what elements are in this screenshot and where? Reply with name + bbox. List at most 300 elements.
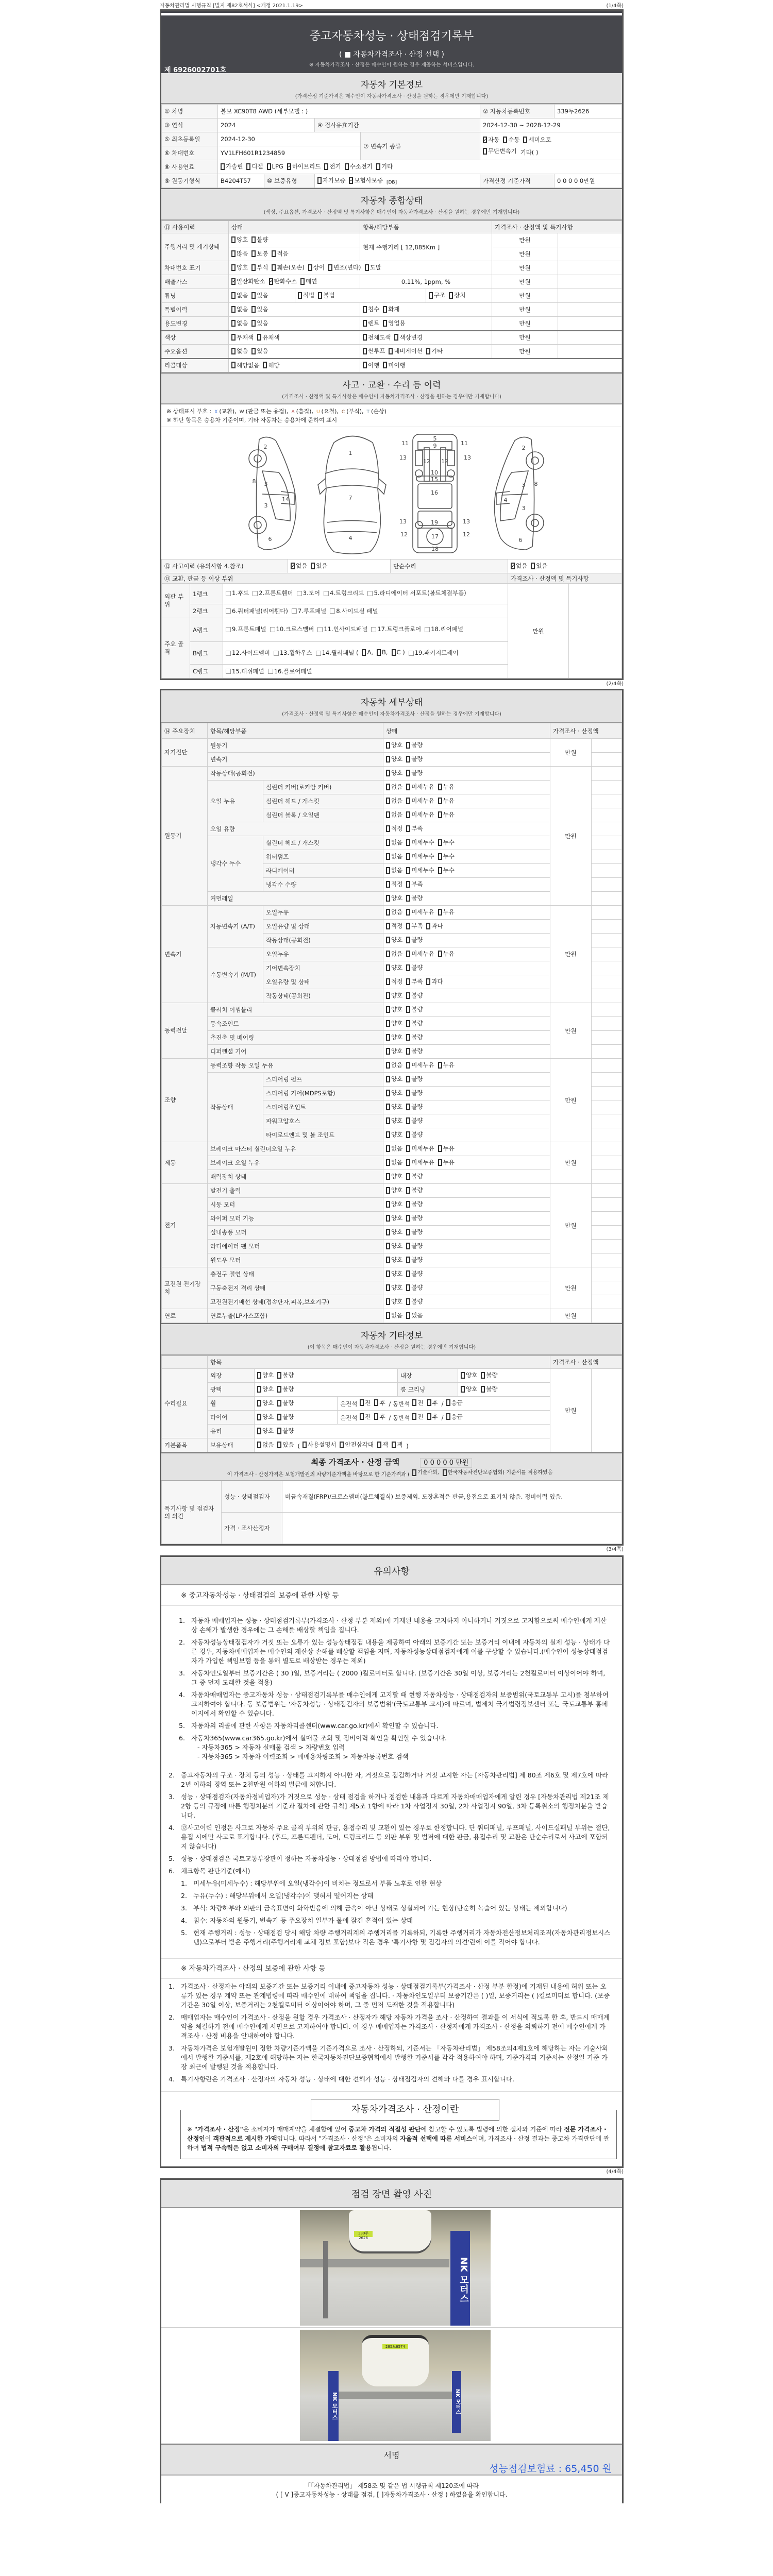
checkbox-option[interactable] bbox=[406, 908, 434, 916]
checkbox-icon[interactable] bbox=[449, 292, 453, 299]
checkbox-option[interactable] bbox=[461, 1371, 477, 1379]
checkbox-icon[interactable] bbox=[268, 669, 273, 674]
checkbox-option[interactable] bbox=[438, 908, 455, 916]
checkbox-icon[interactable] bbox=[406, 1062, 410, 1069]
checkbox-option[interactable] bbox=[481, 1371, 497, 1379]
price-note[interactable] bbox=[592, 1184, 622, 1198]
checkbox-icon[interactable] bbox=[360, 1413, 364, 1420]
checkbox-option[interactable] bbox=[406, 866, 434, 874]
checkbox-icon[interactable] bbox=[367, 591, 373, 596]
price-note[interactable] bbox=[592, 781, 622, 794]
checkbox-icon[interactable] bbox=[426, 923, 430, 929]
checkbox-icon[interactable] bbox=[406, 1117, 410, 1124]
checkbox-option[interactable] bbox=[386, 1283, 402, 1292]
price-note[interactable] bbox=[592, 947, 622, 961]
checkbox-icon[interactable] bbox=[231, 292, 236, 299]
checkbox-icon[interactable] bbox=[406, 1243, 410, 1249]
price-note[interactable] bbox=[592, 1226, 622, 1240]
checkbox-option[interactable] bbox=[406, 1005, 423, 1013]
checkbox-option[interactable] bbox=[446, 1399, 463, 1407]
checkbox-icon[interactable] bbox=[345, 163, 349, 170]
checkbox-option[interactable] bbox=[267, 163, 283, 170]
checkbox-option[interactable] bbox=[406, 1186, 423, 1194]
checkbox-checked-icon[interactable] bbox=[483, 137, 487, 143]
checkbox-icon[interactable] bbox=[406, 1020, 410, 1027]
checkbox-option[interactable] bbox=[287, 162, 321, 171]
checkbox-option[interactable] bbox=[300, 277, 317, 285]
checkbox-icon[interactable] bbox=[272, 264, 276, 271]
price-note[interactable] bbox=[558, 289, 622, 303]
checkbox-option[interactable] bbox=[386, 741, 402, 749]
checkbox-option[interactable] bbox=[308, 263, 325, 272]
checkbox-option[interactable] bbox=[406, 783, 434, 791]
checkbox-icon[interactable] bbox=[274, 651, 279, 656]
checkbox-icon[interactable] bbox=[406, 1187, 410, 1194]
checkbox-option[interactable] bbox=[257, 1371, 274, 1379]
checkbox-option[interactable] bbox=[231, 263, 248, 272]
price-note[interactable] bbox=[592, 1295, 622, 1309]
checkbox-icon[interactable] bbox=[386, 1048, 390, 1055]
checkbox-option[interactable] bbox=[221, 162, 243, 171]
checkbox-option[interactable] bbox=[438, 950, 455, 958]
checkbox-icon[interactable] bbox=[267, 163, 271, 170]
checkbox-option[interactable] bbox=[386, 991, 402, 999]
checkbox-icon[interactable] bbox=[377, 1442, 381, 1448]
checkbox-option[interactable] bbox=[386, 1116, 402, 1125]
checkbox-option[interactable] bbox=[438, 852, 455, 860]
checkbox-option[interactable] bbox=[443, 1469, 552, 1476]
checkbox-icon[interactable] bbox=[303, 1442, 307, 1448]
checkbox-option[interactable] bbox=[438, 1144, 455, 1153]
checkbox-option[interactable] bbox=[394, 333, 422, 342]
checkbox-option[interactable] bbox=[427, 1399, 438, 1407]
checkbox-icon[interactable] bbox=[406, 978, 410, 985]
checkbox-icon[interactable] bbox=[226, 669, 231, 674]
checkbox-option[interactable] bbox=[406, 950, 434, 958]
checkbox-icon[interactable] bbox=[531, 563, 535, 569]
checkbox-option[interactable] bbox=[406, 1269, 423, 1278]
checkbox-icon[interactable] bbox=[386, 1117, 390, 1124]
checkbox-option[interactable] bbox=[386, 1186, 402, 1194]
checkbox-option[interactable] bbox=[531, 562, 547, 570]
checkbox-icon[interactable] bbox=[386, 923, 390, 929]
price-note[interactable] bbox=[592, 1128, 622, 1142]
checkbox-option[interactable] bbox=[231, 291, 248, 299]
checkbox-icon[interactable] bbox=[406, 895, 410, 902]
price-note[interactable] bbox=[592, 920, 622, 934]
price-note[interactable] bbox=[592, 1114, 622, 1128]
checkbox-option[interactable] bbox=[406, 769, 423, 777]
price-note[interactable] bbox=[592, 1253, 622, 1267]
checkbox-option[interactable] bbox=[386, 852, 402, 860]
checkbox-icon[interactable] bbox=[406, 1257, 410, 1263]
checkbox-icon[interactable] bbox=[446, 1413, 450, 1420]
checkbox-option[interactable] bbox=[272, 263, 304, 272]
checkbox-option[interactable] bbox=[340, 1440, 374, 1449]
checkbox-option[interactable] bbox=[386, 866, 402, 874]
checkbox-icon[interactable] bbox=[406, 1145, 410, 1152]
checkbox-icon[interactable] bbox=[386, 1229, 390, 1235]
checkbox-option[interactable] bbox=[406, 1172, 423, 1180]
checkbox-icon[interactable] bbox=[386, 964, 390, 971]
checkbox-icon[interactable] bbox=[438, 1159, 442, 1166]
checkbox-option[interactable] bbox=[427, 1413, 438, 1421]
checkbox-icon[interactable] bbox=[406, 742, 410, 749]
checkbox-icon[interactable] bbox=[226, 651, 231, 656]
checkbox-checked-icon[interactable] bbox=[511, 563, 515, 569]
checkbox-icon[interactable] bbox=[300, 278, 305, 285]
checkbox-icon[interactable] bbox=[253, 591, 258, 596]
checkbox-icon[interactable] bbox=[360, 1399, 364, 1406]
checkbox-icon[interactable] bbox=[392, 649, 396, 656]
checkbox-option[interactable] bbox=[246, 162, 263, 171]
checkbox-icon[interactable] bbox=[386, 1131, 390, 1138]
price-note[interactable] bbox=[592, 1087, 622, 1100]
checkbox-icon[interactable] bbox=[406, 964, 410, 971]
checkbox-option[interactable] bbox=[231, 319, 248, 327]
checkbox-icon[interactable] bbox=[438, 853, 442, 860]
checkbox-icon[interactable] bbox=[406, 1048, 410, 1055]
checkbox-option[interactable] bbox=[406, 1116, 423, 1125]
price-note[interactable] bbox=[558, 303, 622, 317]
checkbox-option[interactable] bbox=[386, 824, 402, 833]
price-note[interactable] bbox=[569, 584, 622, 679]
checkbox-option[interactable] bbox=[386, 1047, 402, 1055]
checkbox-icon[interactable] bbox=[406, 992, 410, 999]
checkbox-icon[interactable] bbox=[406, 811, 410, 818]
checkbox-icon[interactable] bbox=[377, 649, 381, 656]
checkbox-icon[interactable] bbox=[386, 1270, 390, 1277]
checkbox-option[interactable] bbox=[386, 1033, 402, 1041]
checkbox-option[interactable] bbox=[426, 922, 443, 930]
checkbox-option[interactable] bbox=[360, 1413, 371, 1421]
price-note[interactable] bbox=[592, 961, 622, 975]
price-note[interactable] bbox=[592, 1309, 622, 1323]
checkbox-option[interactable] bbox=[263, 361, 279, 369]
checkbox-icon[interactable] bbox=[438, 951, 442, 957]
price-note[interactable] bbox=[592, 864, 622, 878]
price-note[interactable] bbox=[592, 753, 622, 767]
checkbox-icon[interactable] bbox=[406, 1298, 410, 1305]
price-note[interactable] bbox=[558, 247, 622, 261]
checkbox-icon[interactable] bbox=[503, 137, 507, 143]
checkbox-option[interactable] bbox=[328, 263, 361, 272]
checkbox-option[interactable] bbox=[392, 649, 405, 656]
price-note[interactable] bbox=[558, 317, 622, 331]
checkbox-icon[interactable] bbox=[257, 1400, 261, 1406]
checkbox-icon[interactable] bbox=[317, 627, 323, 632]
checkbox-option[interactable] bbox=[324, 589, 364, 597]
checkbox-icon[interactable] bbox=[406, 1076, 410, 1082]
checkbox-option[interactable] bbox=[374, 1413, 385, 1421]
checkbox-icon[interactable] bbox=[406, 1159, 410, 1166]
inspection-photo-rear[interactable] bbox=[300, 2330, 491, 2441]
checkbox-option[interactable] bbox=[386, 783, 402, 791]
checkbox-option[interactable] bbox=[383, 319, 405, 327]
price-note[interactable] bbox=[558, 275, 622, 289]
checkbox-icon[interactable] bbox=[386, 1201, 390, 1208]
checkbox-option[interactable] bbox=[318, 291, 334, 299]
checkbox-option[interactable] bbox=[386, 769, 402, 777]
checkbox-icon[interactable] bbox=[257, 1372, 261, 1379]
checkbox-icon[interactable] bbox=[231, 348, 236, 354]
checkbox-icon[interactable] bbox=[386, 1284, 390, 1291]
checkbox-option[interactable] bbox=[277, 1399, 294, 1407]
price-note[interactable] bbox=[592, 1240, 622, 1253]
checkbox-icon[interactable] bbox=[386, 978, 390, 985]
checkbox-icon[interactable] bbox=[406, 770, 410, 776]
checkbox-option[interactable] bbox=[426, 347, 443, 355]
checkbox-option[interactable] bbox=[277, 1427, 294, 1435]
checkbox-icon[interactable] bbox=[308, 264, 312, 271]
checkbox-icon[interactable] bbox=[406, 1201, 410, 1208]
price-note[interactable] bbox=[592, 1267, 622, 1281]
checkbox-option[interactable] bbox=[449, 291, 465, 299]
checkbox-option[interactable] bbox=[406, 922, 423, 930]
checkbox-option[interactable] bbox=[406, 880, 423, 888]
checkbox-option[interactable] bbox=[257, 1385, 274, 1393]
checkbox-icon[interactable] bbox=[386, 756, 390, 762]
checkbox-icon[interactable] bbox=[386, 937, 390, 943]
checkbox-option[interactable] bbox=[226, 667, 264, 675]
checkbox-icon[interactable] bbox=[277, 1400, 281, 1406]
checkbox-icon[interactable] bbox=[481, 1372, 485, 1379]
checkbox-icon[interactable] bbox=[481, 1386, 485, 1393]
checkbox-option[interactable] bbox=[386, 1200, 402, 1208]
checkbox-option[interactable] bbox=[386, 977, 402, 986]
checkbox-option[interactable] bbox=[386, 894, 402, 902]
checkbox-icon[interactable] bbox=[231, 334, 236, 341]
checkbox-icon[interactable] bbox=[406, 1173, 410, 1180]
checkbox-icon[interactable] bbox=[374, 1399, 378, 1406]
checkbox-icon[interactable] bbox=[374, 1413, 378, 1420]
checkbox-icon[interactable] bbox=[409, 651, 414, 656]
checkbox-icon[interactable] bbox=[363, 334, 367, 341]
checkbox-icon[interactable] bbox=[438, 784, 442, 790]
checkbox-option[interactable] bbox=[386, 1061, 402, 1069]
checkbox-option[interactable] bbox=[386, 755, 402, 763]
price-note[interactable] bbox=[592, 1142, 622, 1156]
checkbox-option[interactable] bbox=[412, 1413, 423, 1421]
checkbox-icon[interactable] bbox=[383, 320, 387, 327]
checkbox-option[interactable] bbox=[446, 1413, 463, 1421]
checkbox-option[interactable] bbox=[386, 1005, 402, 1013]
price-note[interactable] bbox=[592, 975, 622, 989]
checkbox-option[interactable] bbox=[438, 783, 455, 791]
checkbox-option[interactable] bbox=[231, 235, 248, 244]
price-note[interactable] bbox=[592, 767, 622, 781]
checkbox-option[interactable] bbox=[251, 263, 268, 272]
checkbox-option[interactable] bbox=[277, 1385, 294, 1393]
checkbox-icon[interactable] bbox=[330, 608, 335, 614]
checkbox-icon[interactable] bbox=[406, 1270, 410, 1277]
checkbox-option[interactable] bbox=[363, 333, 391, 342]
checkbox-icon[interactable] bbox=[406, 937, 410, 943]
checkbox-option[interactable] bbox=[303, 1440, 337, 1449]
checkbox-option[interactable] bbox=[386, 1130, 402, 1139]
checkbox-icon[interactable] bbox=[257, 1414, 261, 1420]
checkbox-option[interactable] bbox=[231, 347, 248, 355]
checkbox-option[interactable] bbox=[386, 936, 402, 944]
checkbox-option[interactable] bbox=[406, 1297, 423, 1306]
checkbox-option[interactable] bbox=[292, 607, 326, 615]
checkbox-option[interactable] bbox=[438, 1158, 455, 1166]
checkbox-icon[interactable] bbox=[226, 591, 231, 596]
price-note[interactable] bbox=[592, 1045, 622, 1059]
checkbox-option[interactable] bbox=[429, 291, 445, 299]
checkbox-option[interactable] bbox=[365, 263, 381, 272]
checkbox-option[interactable] bbox=[461, 1385, 477, 1393]
price-note[interactable] bbox=[592, 1003, 622, 1017]
checkbox-icon[interactable] bbox=[328, 264, 332, 271]
checkbox-option[interactable] bbox=[406, 796, 434, 805]
checkbox-icon[interactable] bbox=[438, 811, 442, 818]
checkbox-option[interactable] bbox=[277, 1440, 294, 1449]
price-note[interactable] bbox=[558, 233, 622, 247]
checkbox-option[interactable] bbox=[272, 249, 288, 258]
checkbox-icon[interactable] bbox=[386, 825, 390, 832]
checkbox-option[interactable] bbox=[438, 838, 455, 846]
checkbox-option[interactable] bbox=[377, 649, 388, 656]
checkbox-icon[interactable] bbox=[376, 163, 380, 170]
checkbox-icon[interactable] bbox=[426, 348, 430, 354]
checkbox-icon[interactable] bbox=[406, 1312, 410, 1319]
checkbox-icon[interactable] bbox=[257, 334, 261, 341]
checkbox-icon[interactable] bbox=[426, 978, 430, 985]
checkbox-icon[interactable] bbox=[461, 1386, 465, 1393]
checkbox-icon[interactable] bbox=[263, 362, 267, 368]
checkbox-icon[interactable] bbox=[446, 1399, 450, 1406]
checkbox-option[interactable] bbox=[406, 1019, 423, 1027]
checkbox-option[interactable] bbox=[412, 1399, 423, 1407]
checkbox-option[interactable] bbox=[426, 977, 443, 986]
checkbox-option[interactable] bbox=[406, 1242, 423, 1250]
checkbox-icon[interactable] bbox=[386, 742, 390, 749]
checkbox-option[interactable] bbox=[386, 1089, 402, 1097]
checkbox-icon[interactable] bbox=[221, 163, 225, 170]
checkbox-option[interactable] bbox=[406, 1256, 423, 1264]
checkbox-option[interactable] bbox=[274, 649, 312, 657]
checkbox-icon[interactable] bbox=[292, 608, 297, 614]
checkbox-icon[interactable] bbox=[429, 292, 433, 299]
checkbox-icon[interactable] bbox=[298, 292, 302, 299]
checkbox-option[interactable] bbox=[406, 741, 423, 749]
checkbox-icon[interactable] bbox=[363, 348, 367, 354]
checkbox-option[interactable] bbox=[406, 1047, 423, 1055]
checkbox-option[interactable] bbox=[363, 305, 379, 313]
checkbox-option[interactable] bbox=[383, 305, 399, 313]
checkbox-icon[interactable] bbox=[324, 591, 329, 596]
checkbox-option[interactable] bbox=[386, 1228, 402, 1236]
checkbox-option[interactable] bbox=[386, 1311, 402, 1319]
checkbox-option[interactable] bbox=[406, 991, 423, 999]
checkbox-option[interactable] bbox=[386, 908, 402, 916]
checkbox-icon[interactable] bbox=[386, 1020, 390, 1027]
checkbox-option[interactable] bbox=[438, 1061, 455, 1069]
checkbox-icon[interactable] bbox=[257, 1428, 261, 1434]
checkbox-icon[interactable] bbox=[386, 992, 390, 999]
checkbox-icon[interactable] bbox=[386, 1104, 390, 1110]
checkbox-icon[interactable] bbox=[386, 1006, 390, 1013]
checkbox-icon[interactable] bbox=[386, 853, 390, 860]
checkbox-option[interactable] bbox=[386, 1256, 402, 1264]
checkbox-icon[interactable] bbox=[438, 839, 442, 846]
price-note[interactable] bbox=[592, 1156, 622, 1170]
checkbox-option[interactable] bbox=[438, 866, 455, 874]
checkbox-option[interactable] bbox=[406, 1228, 423, 1236]
checkbox-icon[interactable] bbox=[257, 1386, 261, 1393]
checkbox-icon[interactable] bbox=[461, 1372, 465, 1379]
checkbox-icon[interactable] bbox=[340, 1442, 344, 1448]
checkbox-option[interactable] bbox=[360, 1399, 371, 1407]
checkbox-icon[interactable] bbox=[251, 250, 256, 257]
checkbox-icon[interactable] bbox=[251, 292, 256, 299]
checkbox-icon[interactable] bbox=[226, 627, 231, 632]
checkbox-checked-icon[interactable] bbox=[231, 278, 236, 285]
checkbox-option[interactable] bbox=[251, 319, 268, 327]
checkbox-icon[interactable] bbox=[386, 1076, 390, 1082]
checkbox-option[interactable] bbox=[374, 1399, 385, 1407]
checkbox-icon[interactable] bbox=[231, 362, 236, 368]
checkbox-option[interactable] bbox=[277, 1413, 294, 1421]
price-note[interactable] bbox=[592, 1198, 622, 1212]
checkbox-option[interactable] bbox=[386, 838, 402, 846]
inspection-photo-front[interactable] bbox=[300, 2210, 491, 2326]
checkbox-option[interactable] bbox=[386, 880, 402, 888]
checkbox-icon[interactable] bbox=[324, 163, 328, 170]
checkbox-icon[interactable] bbox=[231, 264, 236, 271]
checkbox-icon[interactable] bbox=[231, 236, 236, 243]
price-note[interactable] bbox=[592, 808, 622, 822]
checkbox-icon[interactable] bbox=[246, 163, 250, 170]
checkbox-option[interactable] bbox=[269, 277, 297, 285]
price-note[interactable] bbox=[558, 331, 622, 345]
checkbox-icon[interactable] bbox=[412, 1469, 416, 1476]
checkbox-option[interactable] bbox=[231, 333, 254, 342]
checkbox-option[interactable] bbox=[226, 649, 270, 657]
checkbox-icon[interactable] bbox=[386, 784, 390, 790]
checkbox-option[interactable] bbox=[376, 162, 393, 171]
checkbox-icon[interactable] bbox=[406, 1229, 410, 1235]
checkbox-option[interactable] bbox=[406, 1200, 423, 1208]
checkbox-icon[interactable] bbox=[277, 1372, 281, 1379]
checkbox-option[interactable] bbox=[251, 305, 268, 313]
checkbox-option[interactable] bbox=[231, 305, 248, 313]
checkbox-icon[interactable] bbox=[438, 1062, 442, 1069]
checkbox-option[interactable] bbox=[251, 235, 268, 244]
price-note[interactable] bbox=[592, 1031, 622, 1045]
checkbox-icon[interactable] bbox=[406, 1034, 410, 1041]
checkbox-icon[interactable] bbox=[438, 1145, 442, 1152]
checkbox-icon[interactable] bbox=[406, 839, 410, 846]
checkbox-icon[interactable] bbox=[251, 348, 256, 354]
checkbox-icon[interactable] bbox=[317, 177, 322, 184]
checkbox-option[interactable] bbox=[406, 1311, 423, 1319]
checkbox-icon[interactable] bbox=[277, 1386, 281, 1393]
checkbox-option[interactable] bbox=[257, 1440, 274, 1449]
price-note[interactable] bbox=[592, 989, 622, 1003]
checkbox-option[interactable] bbox=[406, 1061, 434, 1069]
checkbox-checked-icon[interactable] bbox=[291, 563, 295, 569]
price-note[interactable] bbox=[592, 1170, 622, 1184]
checkbox-icon[interactable] bbox=[412, 1413, 416, 1420]
checkbox-option[interactable] bbox=[406, 977, 423, 986]
checkbox-option[interactable] bbox=[270, 625, 314, 633]
checkbox-icon[interactable] bbox=[311, 563, 315, 569]
price-note[interactable] bbox=[592, 934, 622, 947]
checkbox-icon[interactable] bbox=[251, 306, 256, 313]
checkbox-option[interactable] bbox=[483, 136, 499, 144]
